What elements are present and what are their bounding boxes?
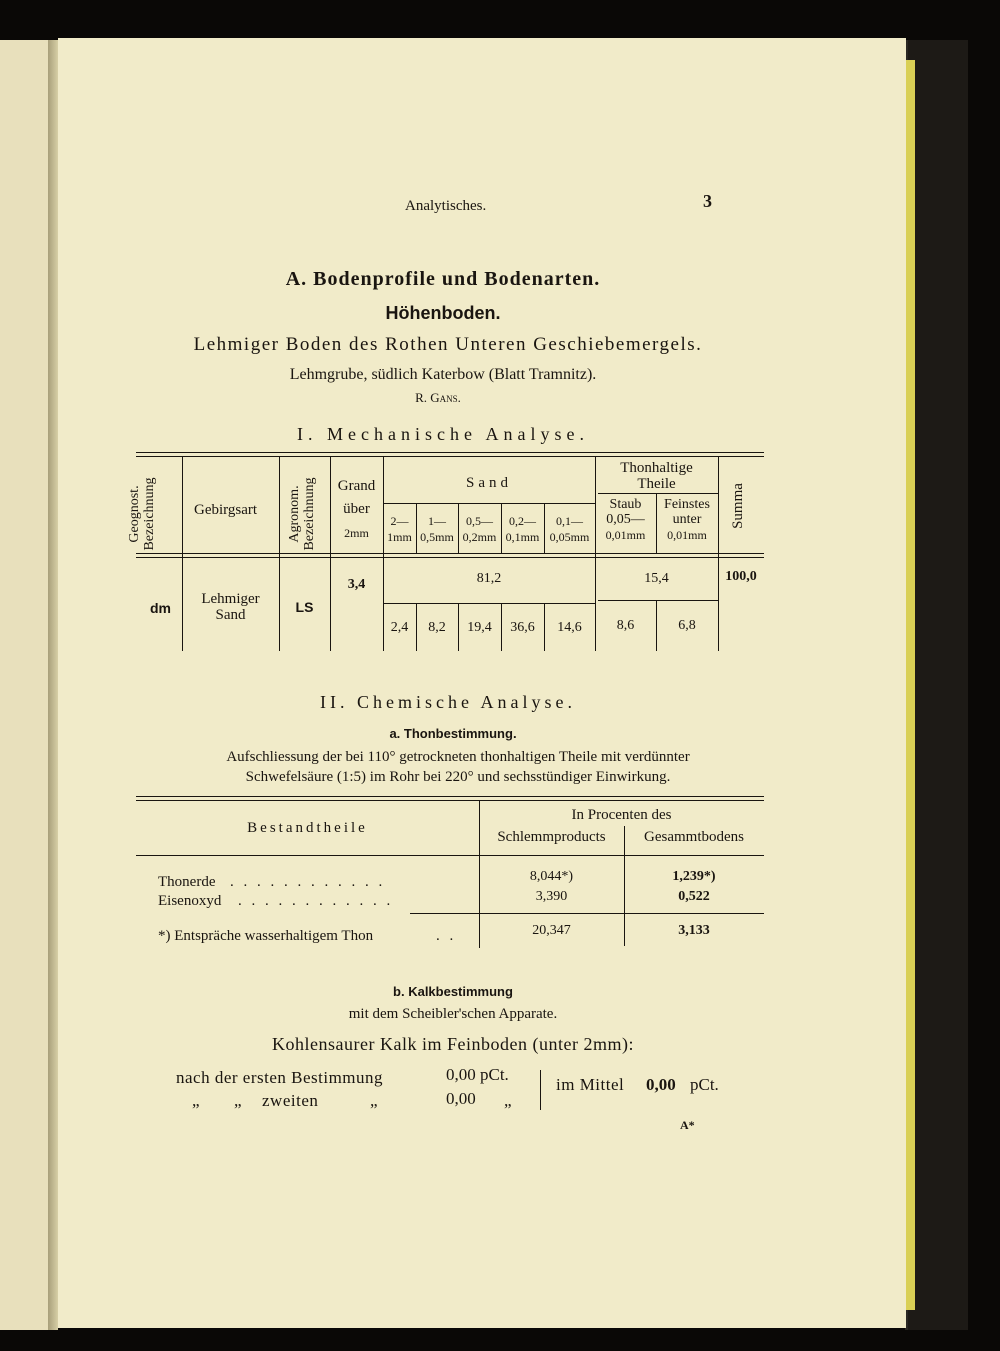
- chem-col-bestand: Bestandtheile: [247, 820, 368, 836]
- chem-row-schlemm: 8,044*): [529, 869, 574, 884]
- col-thon-1: Thonhaltige: [620, 460, 693, 476]
- col-summa: Summa: [730, 483, 746, 529]
- sand-sub-3: 0,5— 0,2mm: [462, 514, 497, 544]
- kalk-mittel-unit: pCt.: [690, 1075, 719, 1094]
- sand-value-3: 19,4: [467, 620, 492, 635]
- chem-col-gesammt: Gesammtbodens: [644, 829, 744, 845]
- chem-row-gesammt: 1,239*): [672, 869, 716, 884]
- row-feinstes: 6,8: [678, 618, 696, 633]
- kalk-row2-quote: „: [370, 1091, 378, 1110]
- chem-col-schlemm: Schlemmproducts: [497, 829, 606, 845]
- col-grand-1: Grand: [337, 478, 376, 494]
- chem-row-dots: . . . . . . . . . . . .: [238, 893, 394, 909]
- col-gebirgsart: Gebirgsart: [194, 502, 258, 518]
- page-number: 3: [703, 191, 712, 211]
- kalk-row2-quote: „: [504, 1091, 512, 1110]
- chem-heading: II. Chemische Analyse.: [320, 692, 576, 712]
- row-thon-total: 15,4: [644, 571, 669, 586]
- staub-2: 0,05—: [606, 512, 645, 527]
- chem-total-schlemm: 20,347: [532, 923, 571, 938]
- section-title: A. Bodenprofile und Bodenarten.: [285, 268, 601, 290]
- book-spine: [48, 40, 58, 1330]
- row-gebirgsart-2: Sand: [215, 607, 246, 623]
- row-geognost: dm: [150, 600, 171, 616]
- col-geognost: Geognost. Bezeichnung: [127, 477, 157, 551]
- chem-sub-b-desc: mit dem Scheibler'schen Apparate.: [348, 1006, 558, 1022]
- chem-desc-1: Aufschliessung der bei 110° getrockneten thonhaltigen Theile mit verdünnter: [226, 749, 690, 765]
- kalk-heading: Kohlensaurer Kalk im Feinboden (unter 2mm):: [272, 1034, 634, 1054]
- col-grand-3: 2mm: [344, 526, 369, 540]
- feinst-1: Feinstes: [664, 497, 710, 512]
- mech-heading: I. Mechanische Analyse.: [297, 424, 589, 444]
- running-title: Analytisches.: [405, 198, 487, 214]
- chem-row-name: Eisenoxyd: [158, 893, 222, 909]
- chem-desc-2: Schwefelsäure (1:5) im Rohr bei 220° und sechsstündiger Einwirkung.: [245, 769, 671, 785]
- feinst-2: unter: [672, 512, 702, 527]
- chem-row-name: Thonerde: [158, 874, 216, 890]
- staub-1: Staub: [609, 497, 642, 512]
- col-grand-2: über: [343, 501, 370, 517]
- sand-sub-1: 2— 1mm: [387, 514, 412, 544]
- chem-row-schlemm: 3,390: [535, 889, 568, 904]
- sand-value-4: 36,6: [510, 620, 535, 635]
- feinst-3: 0,01mm: [667, 528, 707, 542]
- row-sand-total: 81,2: [476, 571, 502, 586]
- kalk-row1-value: 0,00 pCt.: [446, 1065, 509, 1084]
- row-agronom: LS: [295, 599, 314, 615]
- sand-value-5: 14,6: [557, 620, 582, 635]
- kalk-row2-quote: „: [234, 1091, 242, 1110]
- footnote-dots: . .: [436, 928, 457, 944]
- col-sand: Sand: [466, 475, 512, 491]
- kalk-row2-label: zweiten: [262, 1091, 319, 1110]
- row-gebirgsart-1: Lehmiger: [201, 591, 260, 607]
- col-thon-2: Theile: [637, 476, 676, 492]
- kalk-row2-quote: „: [192, 1091, 200, 1110]
- kalk-row1-label: nach der ersten Bestimmung: [176, 1068, 384, 1087]
- chem-sub-a: a. Thonbestimmung.: [389, 726, 517, 741]
- author: R. Gans.: [415, 390, 461, 405]
- kalk-mittel-value: 0,00: [646, 1075, 676, 1094]
- book-page: [58, 38, 906, 1328]
- signature-mark: A*: [680, 1118, 695, 1132]
- chem-row-dots: . . . . . . . . . . . .: [230, 874, 386, 890]
- subsection-title: Höhenboden.: [385, 303, 501, 323]
- soil-type-title: Lehmiger Boden des Rothen Unteren Geschiebemergels.: [193, 334, 703, 355]
- kalk-row2-value: 0,00: [446, 1089, 476, 1108]
- chem-col-procent: In Procenten des: [571, 807, 672, 823]
- row-grand: 3,4: [347, 577, 366, 592]
- chem-total-gesammt: 3,133: [678, 923, 710, 938]
- row-summa: 100,0: [725, 569, 757, 584]
- location: Lehmgrube, südlich Katerbow (Blatt Tramnitz).: [289, 366, 597, 383]
- row-staub: 8,6: [616, 618, 635, 633]
- chem-row-gesammt: 0,522: [678, 889, 710, 904]
- kalk-bracket: [540, 1070, 541, 1110]
- sand-value-2: 8,2: [428, 620, 446, 635]
- chem-footnote: *) Entspräche wasserhaltigem Thon: [158, 928, 374, 944]
- staub-3: 0,01mm: [605, 528, 646, 542]
- sand-sub-5: 0,1— 0,05mm: [549, 514, 590, 544]
- sand-sub-2: 1— 0,5mm: [420, 514, 454, 544]
- sand-value-1: 2,4: [390, 620, 409, 635]
- kalk-mittel-label: im Mittel: [556, 1075, 625, 1094]
- page-edges: [905, 60, 915, 1310]
- col-agronom: Agronom. Bezeichnung: [287, 477, 317, 551]
- left-page-edge: [0, 40, 50, 1330]
- sand-sub-4: 0,2— 0,1mm: [505, 514, 540, 544]
- chem-sub-b: b. Kalkbestimmung: [393, 984, 513, 999]
